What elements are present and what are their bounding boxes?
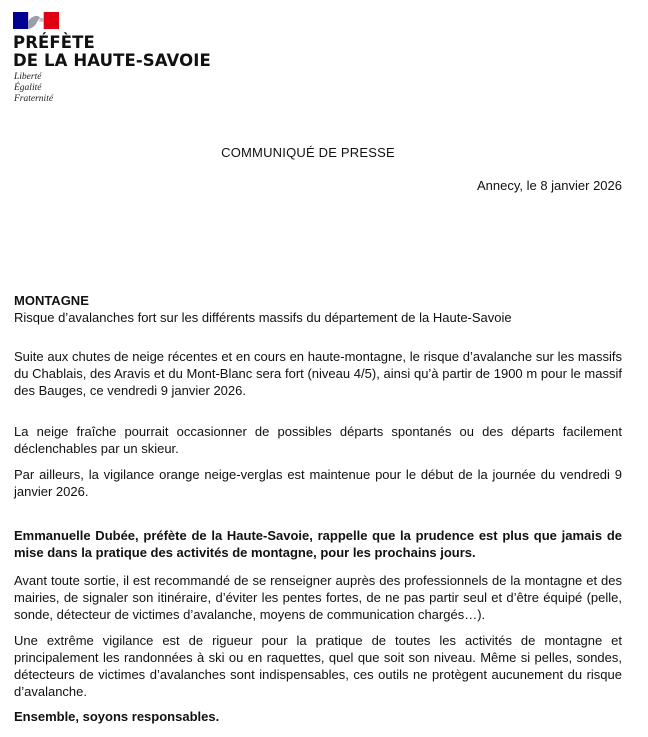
- marianne-flag-logo: [13, 12, 59, 29]
- motto-fraternite: Fraternité: [14, 93, 54, 104]
- paragraph-1: [14, 348, 622, 399]
- category-heading: MONTAGNE: [14, 293, 89, 308]
- republic-motto: [14, 72, 53, 104]
- paragraph-2-text: La neige fraîche pourrait occasionner de possibles départs spontanés ou des départs facilement déclenchables par un skieur.: [14, 424, 622, 456]
- paragraph-6-text: Une extrême vigilance est de rigueur pour la pratique de toutes les activités de montagne et principalement les randonnées à ski ou en raquettes, quel que soit son niveau. Même si pelles, sondes, détecteurs de victimes d’avalanches sont indispensables, ces outils ne protègent aucunement du risque d’avalanche.: [14, 633, 622, 699]
- paragraph-3-text: Par ailleurs, la vigilance orange neige-verglas est maintenue pour le début de la journée du vendredi 9 janvier 2026.: [14, 467, 622, 499]
- paragraph-5: [14, 572, 622, 623]
- paragraph-2: [14, 423, 622, 457]
- closing-line: Ensemble, soyons responsables.: [14, 709, 220, 724]
- press-release-subtitle: Risque d’avalanches fort sur les différents massifs du département de la Haute-Savoie: [14, 310, 512, 325]
- motto-egalite: Égalité: [14, 82, 42, 93]
- prefecture-name: [13, 34, 211, 70]
- dateline: Annecy, le 8 janvier 2026: [476, 178, 622, 193]
- prefecture-line-1: PRÉFÈTE: [13, 33, 95, 52]
- paragraph-4-text: Emmanuelle Dubée, préfète de la Haute-Savoie, rappelle que la prudence est plus que jamais de mise dans la pratique des activités de montagne, pour les prochains jours.: [14, 528, 622, 560]
- paragraph-1-text: Suite aux chutes de neige récentes et en cours en haute-montagne, le risque d’avalanche sur les massifs du Chablais, des Aravis et du Mont-Blanc sera fort (niveau 4/5), ainsi qu’à partir de 1900 m pour le massif des Bauges, ce vendredi 9 janvier 2026.: [14, 349, 622, 398]
- motto-liberte: Liberté: [14, 72, 42, 82]
- document-type: COMMUNIQUÉ DE PRESSE: [221, 145, 395, 160]
- paragraph-5-text: Avant toute sortie, il est recommandé de se renseigner auprès des professionnels de la montagne et des mairies, de signaler son itinéraire, d’éviter les pentes fortes, de ne pas partir seul et d’être équipé (pelle, sonde, détecteur de victimes d’avalanche, moyens de communication chargés…).: [14, 573, 622, 622]
- prefecture-line-2: DE LA HAUTE-SAVOIE: [13, 51, 211, 70]
- paragraph-6: [14, 632, 622, 700]
- paragraph-4: [14, 527, 622, 561]
- paragraph-7: [14, 708, 622, 725]
- paragraph-3: [14, 466, 622, 500]
- title-block: [14, 292, 622, 326]
